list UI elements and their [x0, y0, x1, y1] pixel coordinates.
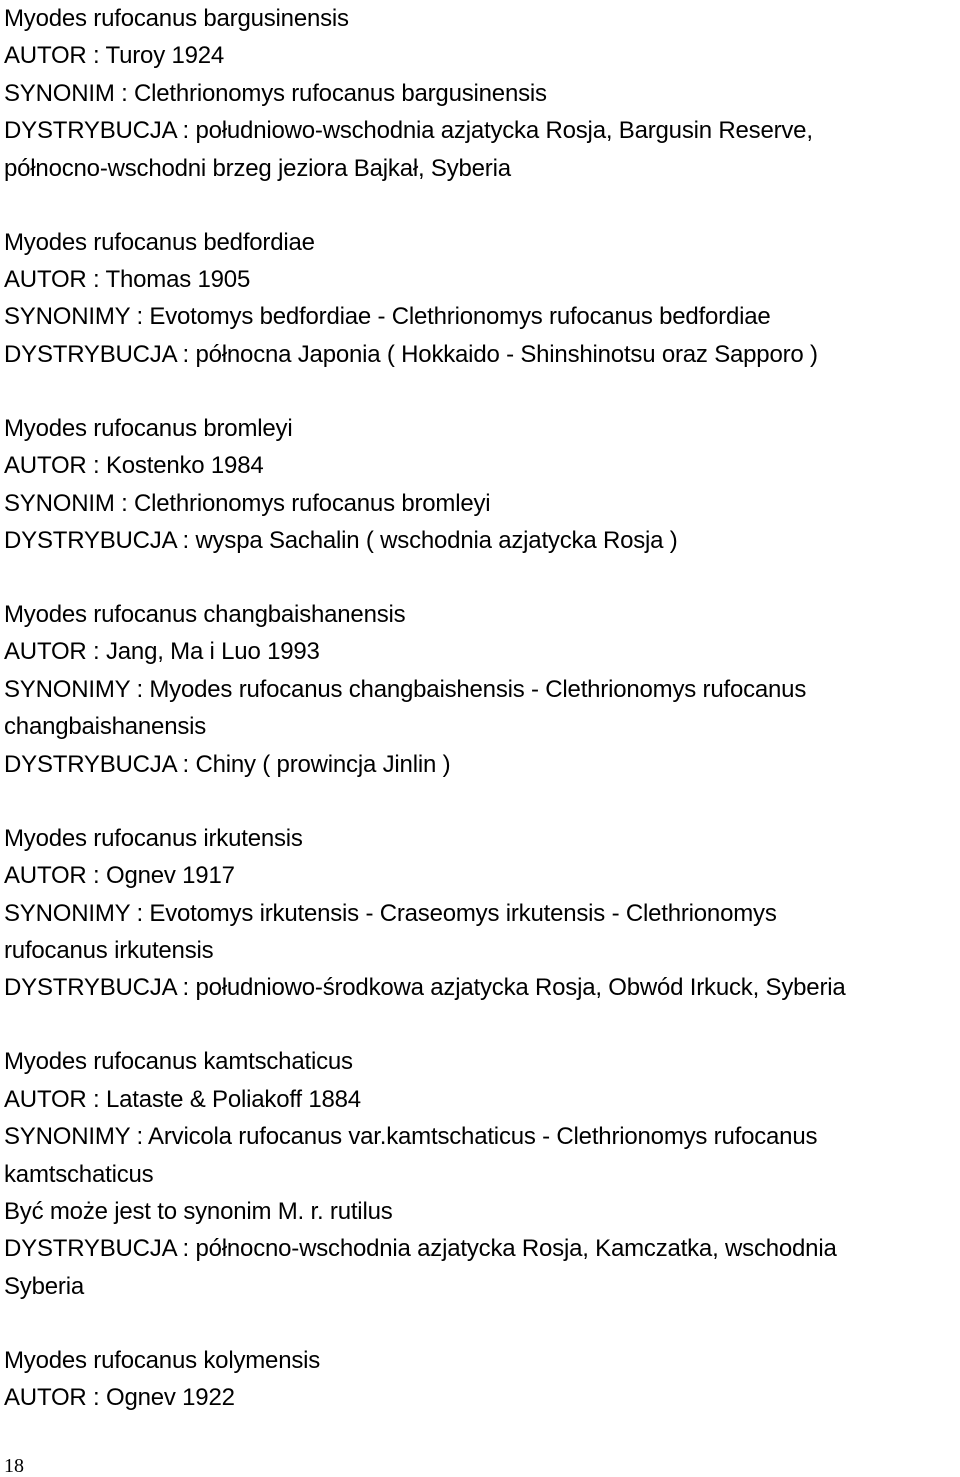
synonym-line: SYNONIMY : Evotomys bedfordiae - Clethrionomys rufocanus bedfordiae: [4, 303, 771, 331]
species-entry-kolymensis: [4, 1342, 956, 1417]
author-line: AUTOR : Kostenko 1984: [4, 452, 264, 480]
author-line: AUTOR : Jang, Ma i Luo 1993: [4, 638, 320, 666]
distribution-line: DYSTRYBUCJA : północno-wschodnia azjatycka Rosja, Kamczatka, wschodnia: [4, 1235, 837, 1263]
species-name: Myodes rufocanus bedfordiae: [4, 228, 315, 256]
species-entry-bargusinensis: [4, 0, 956, 187]
note-line: Być może jest to synonim M. r. rutilus: [4, 1197, 393, 1225]
distribution-line-continued: Syberia: [4, 1272, 84, 1300]
page-number: 18: [4, 1455, 24, 1477]
synonym-line: SYNONIM : Clethrionomys rufocanus bromleyi: [4, 489, 491, 517]
species-name: Myodes rufocanus changbaishanensis: [4, 601, 406, 629]
synonym-line: SYNONIM : Clethrionomys rufocanus bargusinensis: [4, 79, 547, 107]
document-page: [4, 0, 956, 1417]
species-entry-changbaishanensis: [4, 596, 956, 783]
distribution-line-continued: północno-wschodni brzeg jeziora Bajkał, Syberia: [4, 154, 511, 182]
species-entry-irkutensis: [4, 820, 956, 1007]
species-entry-bedfordiae: [4, 224, 956, 374]
species-name: Myodes rufocanus bromleyi: [4, 414, 293, 442]
author-line: AUTOR : Lataste & Poliakoff 1884: [4, 1085, 361, 1113]
distribution-line: DYSTRYBUCJA : północna Japonia ( Hokkaido - Shinshinotsu oraz Sapporo ): [4, 340, 818, 368]
species-name: Myodes rufocanus bargusinensis: [4, 5, 349, 32]
species-name: Myodes rufocanus irkutensis: [4, 824, 303, 852]
distribution-line: DYSTRYBUCJA : południowo-środkowa azjatycka Rosja, Obwód Irkuck, Syberia: [4, 974, 846, 1002]
species-name: Myodes rufocanus kolymensis: [4, 1346, 321, 1374]
species-name: Myodes rufocanus kamtschaticus: [4, 1048, 353, 1076]
synonym-line-continued: changbaishanensis: [4, 713, 207, 741]
distribution-line: DYSTRYBUCJA : Chiny ( prowincja Jinlin ): [4, 750, 451, 778]
author-line: AUTOR : Thomas 1905: [4, 266, 251, 294]
synonym-line-continued: kamtschaticus: [4, 1160, 154, 1188]
species-entry-bromleyi: [4, 410, 956, 560]
distribution-line: DYSTRYBUCJA : wyspa Sachalin ( wschodnia azjatycka Rosja ): [4, 527, 678, 555]
synonym-line: SYNONIMY : Arvicola rufocanus var.kamtschaticus - Clethrionomys rufocanus: [4, 1123, 818, 1151]
author-line: AUTOR : Ognev 1922: [4, 1384, 235, 1412]
synonym-line: SYNONIMY : Evotomys irkutensis - Craseomys irkutensis - Clethrionomys: [4, 899, 777, 927]
author-line: AUTOR : Ognev 1917: [4, 862, 235, 890]
synonym-line-continued: rufocanus irkutensis: [4, 936, 214, 964]
author-line: AUTOR : Turoy 1924: [4, 42, 225, 70]
synonym-line: SYNONIMY : Myodes rufocanus changbaishensis - Clethrionomys rufocanus: [4, 675, 807, 703]
distribution-line: DYSTRYBUCJA : południowo-wschodnia azjatycka Rosja, Bargusin Reserve,: [4, 117, 813, 145]
species-entry-kamtschaticus: [4, 1043, 956, 1305]
